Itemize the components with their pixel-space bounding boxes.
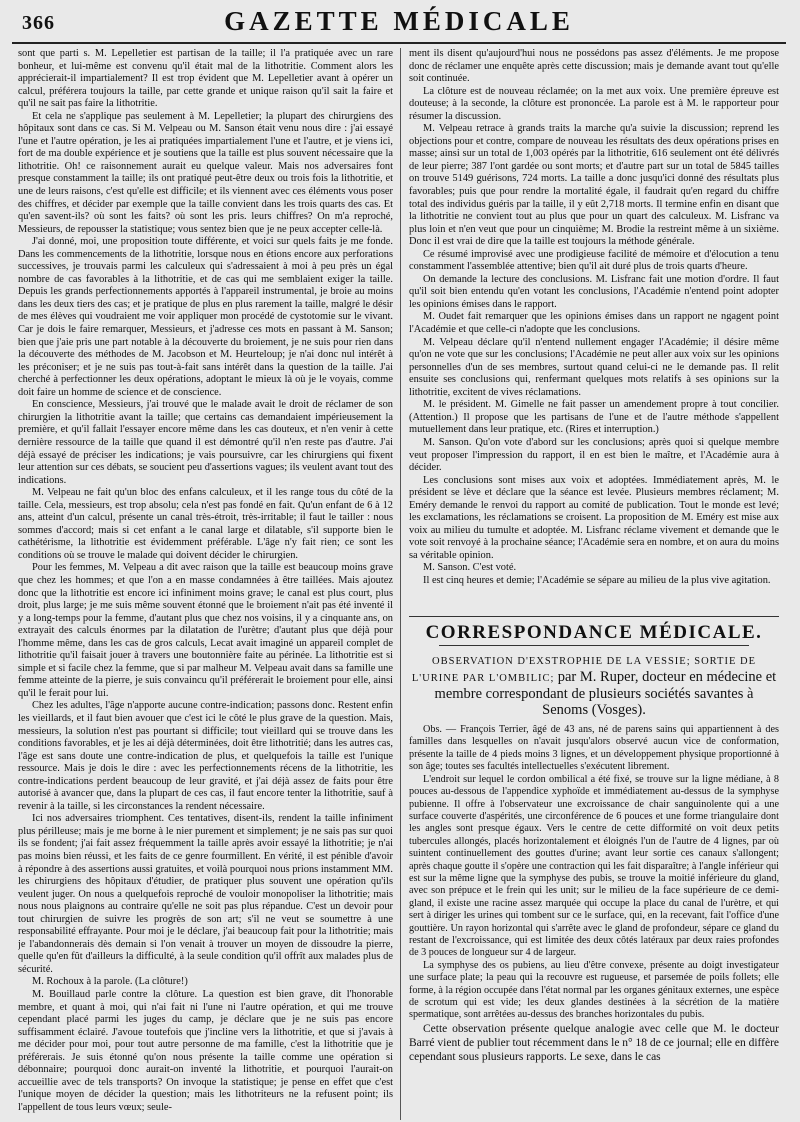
paragraph: M. Sanson. C'est voté. xyxy=(423,562,517,574)
paragraph: Chez les adultes, l'âge n'apporte aucune contre-indication; passons donc. Restent enfin les vieillards, et il faut bien avouer que c'est ici le côté le plus grave de la question. Mais, messieurs, la solution n'est pas pourtant si difficile; tout vieillard qui se trouve dans les conditions favorables, et je les ai déjà déterminées, doit être lithotritié; dans les autres cas, l'âge est sans doute une contre-indication de plus, et quelquefois la taille est l'unique ressource. Mais je dois le dire : avec les perfectionnements récens de la lithotritie, les contre-indications perdent beaucoup de leur gravité, et j'ai déjà assez de faits pour être autorisé à avancer que, dans la plupart de ces cas, il faut encore tenter la lithotritie, sauf à revenir à la taille, si les circonstances la rendent nécessaire. xyxy=(18,700,393,812)
paragraph: Et cela ne s'applique pas seulement à M. Lepelletier; la plupart des chirurgiens des hôpitaux sont dans ce cas. Si M. Velpeau ou M. Sanson était venu nous dire : j'ai essayé l'une et l'autre opération, je les ai pratiquées impartialement l'une et l'autre, et je viens ici, fort de ma double expérience et je soutiens que la taille est plus souvent nécessaire que la lithotritie. Oh! ce raisonnement aurait eu quelque valeur. Mais nos adversaires font presque constamment la taille; ils ont pratiqué peut-être deux ou trois fois la lithotritie, et une de leurs raisons, c'est qu'elle est difficile; et ils viennent avec ces éléments vous poser des chiffres, et décider par exemple que la taille convient dans les trois quarts des cas. Et qu'en savent-ils? où sont les faits? où sont les pris. leurs chiffres? On m'a reproché, Messieurs, de repousser la statistique; vous sentez bien que je ne peux accepter celle-là. xyxy=(18,110,393,235)
paragraph: M. Velpeau retrace à grands traits la marche qu'a suivie la discussion; reprend les objections pour et contre, compare de nouveau les résultats des deux opérations prises en masse; ainsi sur un total de 1,003 opérés par la lithotritie, 616 seulement ont été délivrés de leur pierre; 387 l'ont gardée ou sont morts; et d'autre part sur un total de 5845 tailles on trouve 5149 guérisons, 724 morts. La taille a donc jusqu'ici donné des résultats plus favorables; puis que pour rendre la mortalité égale, il faudrait qu'en regard du chiffre total des individus guéris par la taille, il y eût 2,718 morts. Il termine enfin en disant que la lithotritie ne convient tout au plus que pour un quart des calculeux. M. Lisfranc va plus loin et n'en veut que pour un cinquième; M. Brodie la restreint même à un sixième. Donc il est vrai de dire que la taille est toujours la méthode générale. xyxy=(409,123,779,248)
paragraph: Il est cinq heures et demie; l'Académie se sépare au milieu de la plus vive agitation. xyxy=(423,574,771,586)
paragraph: M. Sanson. Qu'on vote d'abord sur les conclusions; après quoi si quelque membre veut proposer l'impression du rapport, il en est bien le maître, et l'Académie aura à décider. xyxy=(409,436,779,474)
paragraph: La clôture est de nouveau réclamée; on la met aux voix. Une première épreuve est douteuse; à la seconde, la clôture est prononcée. La parole est à M. le rapporteur pour résumer la discussion. xyxy=(409,85,779,122)
column-divider xyxy=(400,48,401,1120)
paragraph: En conscience, Messieurs, j'ai trouvé que le malade avait le droit de réclamer de son chirurgien la lithotritie avant la taille; que certains cas demandaient impérieusement la première, et qu'il fallait l'essayer encore même dans les cas douteux, et n'en venir à cette dernière ressource de la taille que quand il est démontré qu'il n'en reste pas d'autre. J'ai déjà essayé de préciser les indications; je vais poursuivre, car les chirurgiens qui fixent leur attention sur ces débats, se soucient peu d'assertions vagues; ils veulent avant tout des indications. xyxy=(18,399,393,486)
paragraph: Obs. — François Terrier, âgé de 43 ans, né de parens sains qui appartiennent à des familles dans lesquelles on n'avait jusqu'alors observé aucun vice de conformation, présente la taille de 4 pieds moins 3 lignes, et un développement physique proportionné à son âge; toutes ses facultés intellectuelles s'exécutent librement. xyxy=(409,724,779,773)
page-header xyxy=(12,0,786,44)
journal-title: GAZETTE MÉDICALE xyxy=(224,6,574,36)
section-title-rule xyxy=(439,645,749,646)
paragraph: M. Velpeau déclare qu'il n'entend nullement engager l'Académie; il désire même qu'on ne vote que sur les conclusions; l'Académie ne peut aller aux voix sur les opinions personnelles d'un de ses membres, surtout quand celui-ci ne le demande pas. Il relit ensuite ses conclusions qui, renfermant quelques mots relatifs à ses opinions sur la lithotritie, excitent de vives réclamations. xyxy=(409,336,779,398)
paragraph: Pour les femmes, M. Velpeau a dit avec raison que la taille est beaucoup moins grave que chez les hommes; et que l'on a en masse condamnées à être taillées. Mais ajoutez donc que la lithotritie est encore ici infiniment moins grave; le canal est plus court, plus droit, plus large; je me suis même souvent étonné que le broiement n'ait pas été inventé il y a long-temps pour la femme, d'autant plus que chez nos voisins, il y a cinquante ans, on extrayait des calculs énormes par la dilatation de l'urètre; d'autant plus que déjà pour l'homme même, dans les cas de gros calculs, Lecat avait imaginé un appareil complet de lithotritie qu'il faisait jouer à travers une boutonnière faite au périnée. La lithotritie est si simple et si facile chez la femme, que si par malheur M. Velpeau avait dans sa famille une femme atteinte de la pierre, je suis convaincu qu'il préférerait le broiement pour elle, ainsi qu'il le ferait pour lui. xyxy=(18,562,393,699)
paragraph-closing: Cette observation présente quelque analogie avec celle que M. le docteur Barré vient de publier tout récemment dans le n° 18 de ce journal; elle en diffère cependant sous plusieurs rapports. Le sexe, dans le cas xyxy=(409,1022,779,1063)
article-subtitle-caps: OBSERVATION D'EXSTROPHIE DE LA VESSIE; SORTIE DE L'URINE PAR L'OMBILIC; xyxy=(411,656,756,685)
paragraph: M. Bouillaud parle contre la clôture. La question est bien grave, dit l'honorable membre, et quant à moi, qui n'ai fait ni l'une ni l'autre opération, et qui me trouve cependant placé parmi les juges du camp, je déclare que je ne suis pas encore suffisamment éclairé. J'avoue toutefois que j'incline vers la lithotritie, et que si j'avais à me décider pour moi, pour tout autre personne de ma famille, c'est la lithotritie que je préférerais. Je suis étonné qu'on nous présente la taille comme une opération si débonnaire; pourquoi donc aurait-on inventé la lithotritie, et pourquoi l'aurait-on accueillie avec de tels transports? On invoque la statistique; je pense en effet que c'est l'unique moyen de décider la question; mais les lithotriteurs ne la refusent point; ils l'appellent de tous leurs vœux; seule- xyxy=(18,989,393,1113)
paragraph: M. Velpeau ne fait qu'un bloc des enfans calculeux, et il les range tous du côté de la taille. Cela, messieurs, est trop absolu; cela n'est pas fondé en fait. Qu'un enfant de 6 à 12 ans, atteint d'un calcul, présente un canal très-étroit, très-irritable; il faut le tailler : nous sommes d'accord; mais si cet enfant a le canal large et dilatable, s'il supporte bien le cathétérisme, la lithotritie est évidemment préférable. L'âge n'y fait rien; ce sont les conditions où se trouve le malade qui doivent décider le chirurgien. xyxy=(18,487,393,561)
page-number: 366 xyxy=(22,12,55,34)
text-columns xyxy=(12,48,786,1120)
right-column xyxy=(409,48,779,1120)
paragraph: M. Oudet fait remarquer que les opinions émises dans un rapport ne ngagent point l'Académie et que celle-ci n'adopte que les conclusions. xyxy=(409,311,779,336)
section-title: CORRESPONDANCE MÉDICALE. xyxy=(425,621,763,643)
left-column xyxy=(18,48,393,1120)
paragraph: M. le président. M. Gimelle ne fait passer un amendement propre à tout concilier. (Attention.) Il propose que les partisans de l'une et de l'autre méthode s'appellent mutuellement dans leur pratique, etc. (Rires et interruption.) xyxy=(409,399,779,436)
paragraph: sont que parti s. M. Lepelletier est partisan de la taille; il l'a pratiquée avec un rare bonheur, et lui-même est convenu qu'il était mal de la lithotritie. Comment alors les apprécierait-il impartialement? Il est trop évident que M. Lepelletier avant à opérer un calcul, préférera toujours la taille, par cette grande et unique raison qu'il sait la faire et qu'il ne sait pas faire la lithotritie. xyxy=(18,48,393,110)
paragraph: Les conclusions sont mises aux voix et adoptées. Immédiatement après, M. le président se lève et déclare que la séance est levée. Plusieurs membres réclament; M. Eméry demande le renvoi du rapport au comité de publication. Tout le monde est levé; les exclamations, les réclamations se croisent. La proposition de M. Eméry est mise aux voix au milieu du tumulte et adoptée. M. Lisfranc réclame vivement et demande que le vote soit renvoyé à la prochaine séance; l'Académie sera en nombre, et on aura du moins sa véritable opinion. xyxy=(409,474,779,561)
paragraph: ment ils disent qu'aujourd'hui nous ne possédons pas assez d'éléments. Je me propose donc de réclamer une enquête après cette discussion; mais je demande avant tout qu'elle soit continuée. xyxy=(409,48,779,85)
paragraph: Ce résumé improvisé avec une prodigieuse facilité de mémoire et d'élocution a tenu constamment l'assemblée attentive; bien qu'il ait duré plus de trois quarts d'heure. xyxy=(409,248,779,273)
section-separator xyxy=(409,616,779,617)
paragraph: J'ai donné, moi, une proposition toute différente, et voici sur quels faits je me fonde. Dans les commencements de la lithotritie, lorsque nous en étions encore aux perforations successives, je trouvais parmi les calculeux qui s'adressaient à moi à peu près un égal nombre de cas favorables à la lithotritie, et de cas qui me semblaient exiger la taille. Depuis les grands perfectionnements apportés à l'appareil instrumental, je broie au moins dans les deux tiers des cas; et je pratique de plus en plus rarement la taille, malgré le désir de mes élèves qui voudraient me voir appliquer mon procédé de cystotomie sur le vivant. Car je dois le faire remarquer, Messieurs, et j'adresse ces mots en passant à M. Sanson; bien que j'aie pris une part notable à la découverte du broiement, je ne suis pour rien dans la découverte des méthodes de M. Jacobson et M. Heurteloup; je n'ai donc nul intérêt à les préconiser; et je ne suis pas tout-à-fait sans intérêt dans la question de la taille. J'ai cherché à perfectionner les deux opérations, adoptant le mieux là où je le voyais, comme doit faire un homme de science et de conscience. xyxy=(18,236,393,398)
paragraph: Ici nos adversaires triomphent. Ces tentatives, disent-ils, rendent la taille infiniment plus périlleuse; mais je me borne à le nier purement et simplement; je ne sais pas sur quoi ils se fondent; j'ai fait assez fréquemment la taille après avoir essayé la lithotritie; je n'ai pas moins bien réussi, et les faits de ce genre fourmillent. En vérité, il est pénible d'avoir à répondre à des assertions aussi gratuites, et voilà pourquoi nous prions instamment MM. les chirurgiens des hôpitaux d'étudier, de pratiquer plus souvent une opération qu'ils veulent juger. On nous a quelquefois reproché de vouloir monopoliser la lithotritie; mais nous nous plaignons au contraire qu'elle ne soit pas plus répandue. C'est un devoir pour tout chirurgien de suivre les progrès de son art; s'il ne veut se soumettre à une responsabilité effrayante. Pour moi je le déclare, j'ai beaucoup fait pour la lithotritie; mais je l'abandonnerais dès demain si l'on venait à trouver un moyen de dissoudre la pierre, quelle qu'en fût d'ailleurs la difficulté, à la seule condition qu'il offrît aux malades plus de sécurité. xyxy=(18,813,393,975)
article-subtitle-author: par M. Ruper, docteur en médecine et membre correspondant de plusieurs sociétés savantes à Senoms (Vosges). xyxy=(434,669,777,719)
paragraph: On demande la lecture des conclusions. M. Lisfranc fait une motion d'ordre. Il faut qu'il soit bien entendu qu'en votant les conclusions, l'Académie n'entend point adopter les opinions émises dans le rapport. xyxy=(409,273,779,310)
article-heading xyxy=(411,652,777,718)
paragraph: M. Rochoux à la parole. (La clôture!) xyxy=(32,976,188,988)
paragraph: L'endroit sur lequel le cordon ombilical a été fixé, se trouve sur la ligne médiane, à 8 pouces au-dessous de l'appendice xyphoïde et immédiatement au-dessus de la symphyse pubienne. Il offre à l'observateur une excroissance de chair sanguinolente qui a une surface couverte d'aspérités, une circonférence de 6 pouces et une forme triangulaire dont les angles sont presque égaux. Vers le centre de cette difformité on voit deux petits tubercules allongés, placés horizontalement et éloignés l'un de l'autre de 4 lignes, par où suintent continuellement des gouttes d'urine; avant leur sortie ces canaux s'allongent; après chaque goutte il s'opère une contraction qui les fait disparaître; à l'angle inférieur qui est sur la même ligne que la symphyse des pubis, se trouve la moitié inférieure du gland, avec son prépuce et le frein qui les unit; sur le milieu de la face supérieure de ce demi-gland, il existe une racine assez marquée qui occupe la place du canal de l'urètre, et qui sert à diriger les urines qui tombent sur ce le surface, qui, en la recevant, fait l'office d'une gouttière. Un rayon horizontal qui s'arrête avec le gland de profondeur, sépare ce gland du restant de l'excroissance, qui est limitée des deux côtés latéraux par deux raies profondes de 3 pouces de longueur sur 4 de largeur. xyxy=(409,773,779,959)
article-body xyxy=(409,724,779,1022)
paragraph: La symphyse des os pubiens, au lieu d'être convexe, présente au doigt investigateur une surface plate; la peau qui la recouvre est rugueuse, et parsemée de poils follets; elle forme, à la région occupée dans l'état normal par les organes génitaux externes, une espèce de scrotum qui est vide; les deux glandes destinées à la sécrétion de la matière spermatique, sont arrêtées au-dessus des branches horizontales du pubis. xyxy=(409,959,779,1021)
